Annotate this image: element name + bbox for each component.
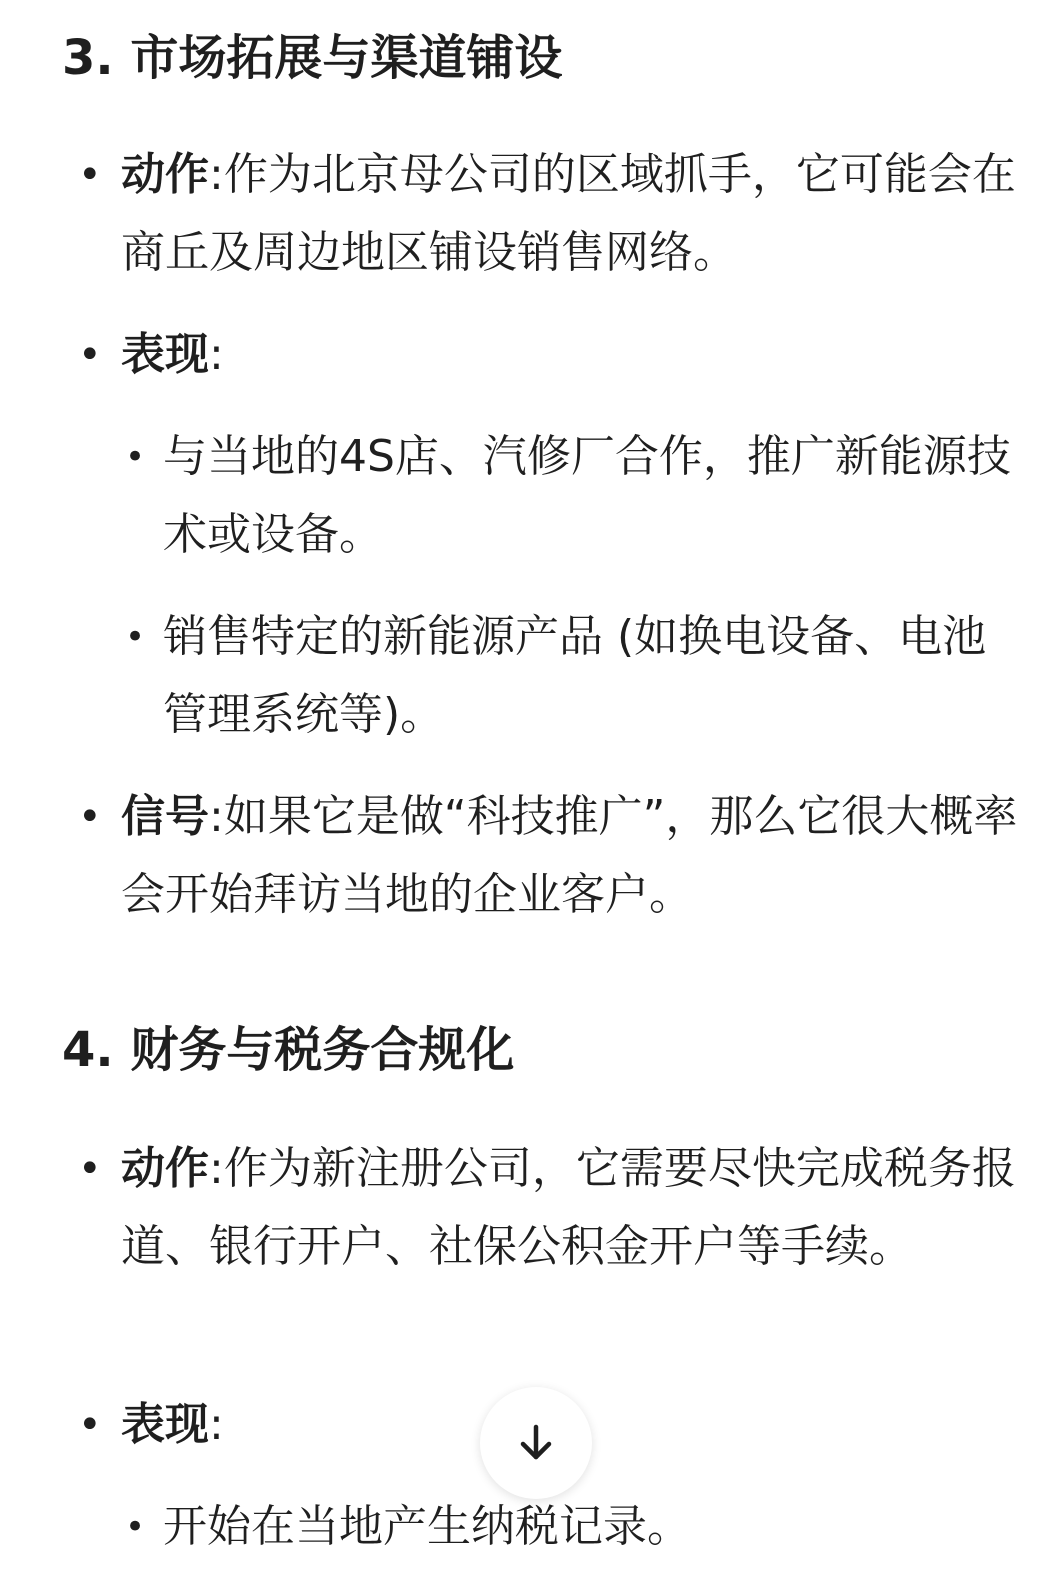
bullet-icon: • [125, 617, 146, 657]
item-colon: : [209, 149, 224, 200]
sub-list-item [125, 598, 1030, 754]
bullet-icon: • [78, 332, 102, 378]
scroll-to-bottom-button[interactable] [480, 1387, 592, 1499]
item-label: 表现 [121, 329, 209, 380]
bullet-icon: • [78, 1402, 102, 1448]
item-text: 如果它是做“科技推广”，那么它很大概率会开始拜访当地的企业客户。 [121, 791, 1018, 920]
arrow-down-icon [514, 1421, 558, 1465]
list-item-action [78, 136, 1028, 292]
list-item-performance [78, 316, 1028, 394]
list-item-signal [78, 778, 1028, 934]
sub-list-item [125, 1488, 1030, 1566]
sub-item-text: 开始在当地产生纳税记录。 [163, 1501, 691, 1552]
sub-item-text: 与当地的4S店、汽修厂合作，推广新能源技术或设备。 [163, 431, 1011, 560]
bullet-icon: • [125, 437, 146, 477]
item-text: 作为北京母公司的区域抓手，它可能会在商丘及周边地区铺设销售网络。 [121, 149, 1016, 278]
item-label: 动作 [121, 149, 209, 200]
list-item-action [78, 1130, 1028, 1286]
item-label: 表现 [121, 1399, 209, 1450]
sub-item-text: 销售特定的新能源产品 (如换电设备、电池管理系统等)。 [163, 611, 987, 740]
item-label: 信号 [121, 791, 209, 842]
item-colon: : [209, 791, 224, 842]
section-heading-market: 3. 市场拓展与渠道铺设 [62, 30, 563, 86]
item-label: 动作 [121, 1143, 209, 1194]
bullet-icon: • [125, 1507, 146, 1547]
bullet-icon: • [78, 1146, 102, 1192]
item-colon: : [209, 329, 224, 380]
bullet-icon: • [78, 152, 102, 198]
item-colon: : [209, 1143, 224, 1194]
sub-list-item [125, 418, 1030, 574]
item-text: 作为新注册公司，它需要尽快完成税务报道、银行开户、社保公积金开户等手续。 [121, 1143, 1016, 1272]
item-colon: : [209, 1399, 224, 1450]
bullet-icon: • [78, 794, 102, 840]
section-heading-finance: 4. 财务与税务合规化 [62, 1022, 515, 1078]
